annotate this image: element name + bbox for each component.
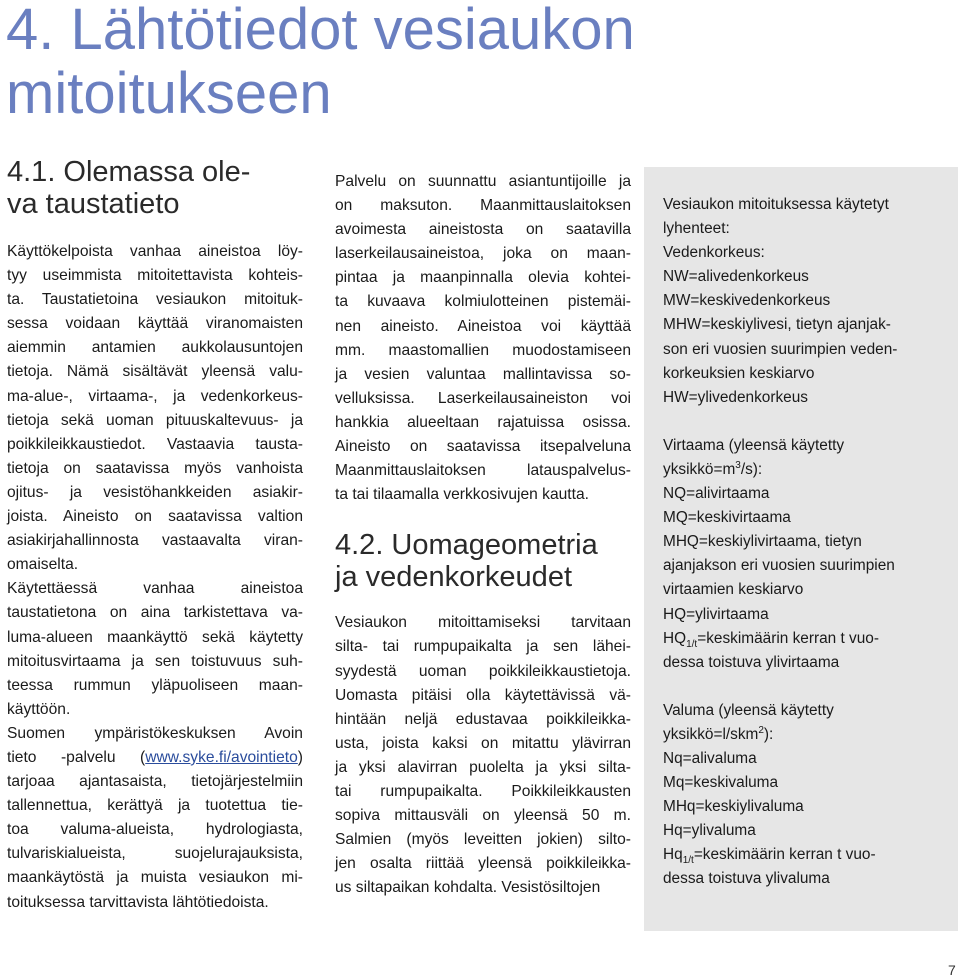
sidebar-line: MHW=keskiylivesi, tietyn ajanjak- [663,316,891,334]
paragraph [7,240,303,577]
text-fragment: =keskimäärin kerran t vuo- [697,629,879,647]
text-line: taustatietona on aina tarkistettava va- [7,604,303,622]
sidebar-line: virtaamien keskiarvo [663,581,804,599]
sidebar-line: Hq=ylivaluma [663,822,756,840]
text-line: ta. Taustatietoina vesiaukon mitoituk- [7,291,303,309]
text-line: velluksissa. Laserkeilausaineiston voi [335,389,631,407]
sidebar-line: NW=alivedenkorkeus [663,268,809,286]
text-line: sopiva mittausväli on yleensä 50 m. [335,807,631,825]
text-line: hintään neljä edustavaa poikkileikka- [335,710,631,728]
text-line: aiemmin antamien aukkolausuntojen [7,339,303,357]
sidebar-line: Nq=alivaluma [663,749,757,767]
sidebar-block [663,193,948,410]
superscript: 3 [735,459,741,471]
text-line: tietoja on saatavissa myös vanhoista [7,459,303,477]
sidebar-line: Mq=keskivaluma [663,774,779,792]
text-line: tietoja. Nämä sisältävät yleensä valu- [7,363,303,381]
text-line: Vesiaukon mitoittamiseksi tarvitaan [335,614,631,632]
text-line: tarjoaa ajantasaista, tietojärjestelmiin [7,773,303,791]
subscript: 1/t [686,638,698,650]
text-fragment: yksikkö=m [663,460,736,478]
section-heading-4-2 [335,529,631,593]
column-middle [335,170,631,900]
sidebar-block [663,434,948,675]
sidebar-line: Vedenkorkeus: [663,244,765,262]
sidebar-line: dessa toistuva ylivirtaama [663,653,840,671]
sidebar-line: Vesiaukon mitoituksessa käytetyt [663,196,889,213]
text-line: käyttöön. [7,700,71,718]
text-fragment: Hq [663,846,683,864]
avointieto-link[interactable]: www.syke.fi/avointieto [145,748,298,766]
text-fragment: tieto -palvelu ( [7,748,146,766]
paragraph [335,611,631,900]
sidebar-line: Valuma (yleensä käytetty [663,701,834,719]
text-line: ja yksi alavirran puolelta ja yksi silta- [335,758,631,776]
text-line: toa valuma-alueista, hydrologiasta, [7,821,303,839]
text-line: luma-alueen maankäyttö sekä käytetty [7,628,303,646]
text-line: on maksuton. Maanmittauslaitoksen [335,197,631,215]
text-fragment: =keskimäärin kerran t vuo- [693,846,876,864]
text-line: ma-alue-, virtaama-, ja vedenkorkeus- [7,387,303,405]
subscript: 1/t [682,855,694,867]
sidebar-line: ajanjakson eri vuosien suurimpien [663,557,895,575]
text-line: sessa voidaan käyttää viranomaisten [7,315,303,333]
text-line: Suomen ympäristökeskuksen Avoin [7,724,303,742]
text-fragment: HQ [663,629,687,647]
sidebar-line [663,458,948,482]
page-number: 7 [948,962,956,978]
text-line: ojitus- ja vesistöhankkeiden asiakir- [7,483,303,501]
text-line: teessa rummun yläpuoliseen maan- [7,676,303,694]
sidebar-line [663,627,948,651]
text-line: jen osalta riittää yleensä poikkileikka- [335,855,631,873]
sidebar-line: MQ=keskivirtaama [663,509,791,527]
text-line: tai rumpupaikalta. Poikkileikkausten [335,782,631,800]
text-line: us siltapaikan kohdalta. Vesistösiltojen [335,879,601,897]
text-line: laserkeilausaineistoa, joka on maan- [335,245,631,263]
heading-line: ja vedenkorkeudet [335,561,572,594]
text-line: Maanmittauslaitoksen latauspalvelus- [335,462,631,480]
text-fragment: /s): [740,460,763,478]
text-line: tietoja sekä uoman pituuskaltevuus- ja [7,411,303,429]
text-line: omaiselta. [7,556,79,574]
text-line: mitoitusvirtaama ja sen toistuvuus suh- [7,652,303,670]
heading-line: va taustatieto [7,188,180,220]
sidebar-line: MHQ=keskiylivirtaama, tietyn [663,533,862,551]
sidebar-line [663,723,948,747]
text-line: hankkia alueeltaan rajatuissa osissa. [335,413,631,431]
text-line: maankäytöstä ja muista vesiaukon mi- [7,869,303,887]
sidebar-line: Virtaama (yleensä käytetty [663,436,845,454]
heading-line: 4.1. Olemassa ole- [7,156,251,188]
text-line: usta, joista kaksi on mitattu ylävirran [335,734,631,752]
text-line: avoimesta aineistosta on saatavilla [335,221,631,239]
text-line: pintaa ja maanpinnalla olevia kohtei- [335,269,631,287]
heading-line: 4.2. Uomageometria [335,529,598,562]
text-line [7,746,303,770]
sidebar-line: MHq=keskiylivaluma [663,798,804,816]
paragraph [335,170,631,507]
sidebar-line [663,843,948,867]
sidebar-line: lyhenteet: [663,220,730,238]
text-line: Palvelu on suunnattu asiantuntijoille ja [335,173,631,190]
text-fragment: yksikkö=l/skm [663,725,759,743]
sidebar-line: HW=ylivedenkorkeus [663,388,808,406]
text-line: mm. maastomallien muodostamiseen [335,341,631,359]
superscript: 2 [758,724,764,736]
text-line: poikkileikkaustiedot. Vastaavia tausta- [7,435,303,453]
text-line: tyy useimmista mitoitettavista kohteis- [7,267,303,285]
text-line: ta kuvaava kolmiulotteinen pistemäi- [335,293,631,311]
sidebar-line: HQ=ylivirtaama [663,605,769,623]
paragraph [7,770,303,915]
text-line: Aineisto on saatavissa itsepalveluna [335,438,631,456]
text-line: silta- tai rumpupaikalta ja sen lähei- [335,638,631,656]
text-line: toituksessa tarvittavista lähtötiedoista. [7,893,269,911]
sidebar-line: NQ=alivirtaama [663,485,770,503]
section-heading-4-1 [7,156,303,220]
text-line: Käyttökelpoista vanhaa aineistoa löy- [7,243,303,260]
text-fragment: ): [763,725,774,743]
text-line: syydestä uoman poikkileikkaustietoja. [335,662,631,680]
text-line: tallennettua, kerättyä ja tuotettua tie- [7,797,303,815]
text-line: Salmien (myös leveitten jokien) silto- [335,831,631,849]
text-line: asiakirjahallinnosta vastaavalta viran- [7,532,303,550]
text-line: Käytettäessä vanhaa aineistoa [7,580,303,598]
text-line: ja vesien valuntaa mallintavissa so- [335,365,631,383]
paragraph [7,577,303,722]
text-line: ta tai tilaamalla verkkosivujen kautta. [335,486,589,504]
page-title: 4. Lähtötiedot vesiaukon mitoitukseen [6,0,635,126]
paragraph [7,722,303,770]
sidebar-line: son eri vuosien suurimpien veden- [663,340,898,358]
sidebar-line: MW=keskivedenkorkeus [663,292,831,310]
text-line: joista. Aineisto on saatavissa valtion [7,508,303,526]
text-fragment: ) [297,748,303,766]
text-line: nen aineisto. Aineistoa voi käyttää [335,317,631,335]
sidebar-block [663,699,948,892]
text-line: Uomasta pitäisi olla käytettävissä vä- [335,686,631,704]
sidebar-line: korkeuksien keskiarvo [663,364,815,382]
abbreviations-sidebar [644,167,958,931]
text-line: tulvariskialueista, suojelurajauksista, [7,845,303,863]
sidebar-content [663,193,948,892]
column-left [7,156,303,915]
sidebar-line: dessa toistuva ylivaluma [663,870,830,888]
